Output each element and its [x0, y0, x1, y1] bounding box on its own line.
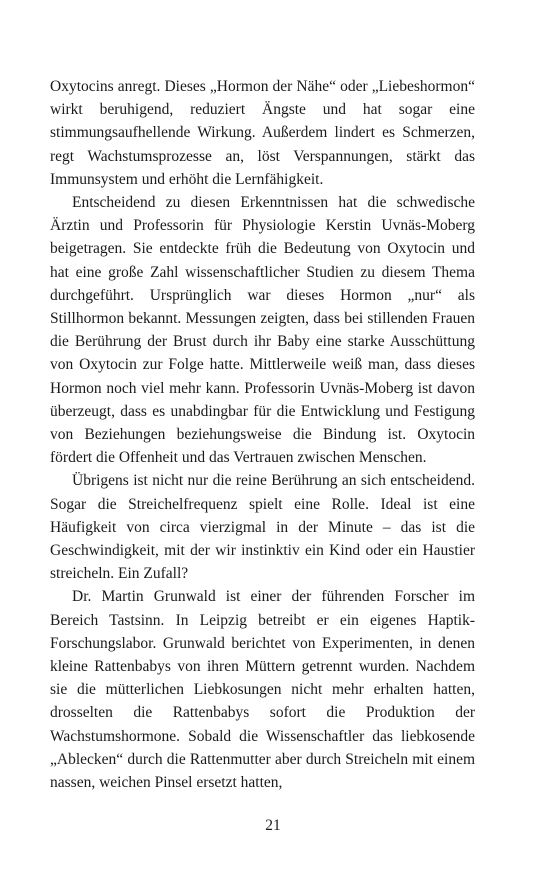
paragraph-2: Entscheidend zu diesen Erkenntnissen hat die schwedische Ärztin und Professorin für Physiologie Kerstin Uvnäs-Moberg beigetragen. Sie entdeckte früh die Bedeutung von Oxytocin und hat eine große Zahl wissenschaftlicher Studien zu diesem Thema durchgeführt. Ursprünglich war dieses Hormon „nur“ als Stillhormon bekannt. Messungen zeigten, dass bei stillenden Frauen die Berührung der Brust durch ihr Baby eine starke Ausschüttung von Oxytocin zur Folge hatte. Mittlerweile weiß man, dass dieses Hormon noch viel mehr kann. Professorin Uvnäs-Moberg ist davon überzeugt, dass es unabdingbar für die Entwicklung und Festigung von Beziehungen beziehungsweise die Bindung ist. Oxytocin fördert die Offenheit und das Vertrauen zwischen Menschen.: [50, 194, 475, 467]
page-body: [50, 75, 475, 794]
paragraph-4: Dr. Martin Grunwald ist einer der führenden Forscher im Bereich Tastsinn. In Leipzig betreibt er ein eigenes Haptik-Forschungslabor. Grunwald berichtet von Experimenten, in denen kleine Rattenbabys von ihren Müttern getrennt wurden. Nachdem sie die mütterlichen Liebkosungen nicht mehr erhalten hatten, drosselten die Rattenbabys sofort die Produktion der Wachstumshormone. Sobald die Wissenschaftler das liebkosende „Ablecken“ durch die Rattenmutter aber durch Streicheln mit einem nassen, weichen Pinsel ersetzt hatten,: [50, 588, 475, 792]
paragraph-3: Übrigens ist nicht nur die reine Berührung an sich entscheidend. Sogar die Streichelfrequenz spielt eine Rolle. Ideal ist eine Häufigkeit von circa vierzigmal in der Minute – das ist die Geschwindigkeit, mit der wir instinktiv ein Kind oder ein Haustier streicheln. Ein Zufall?: [50, 472, 475, 583]
page-number: 21: [265, 817, 281, 834]
paragraph-1: Oxytocins anregt. Dieses „Hormon der Nähe“ oder „Liebeshormon“ wirkt beruhigend, reduziert Ängste und hat sogar eine stimmungsaufhellende Wirkung. Außerdem lindert es Schmerzen, regt Wachstumsprozesse an, löst Verspannungen, stärkt das Immunsystem und erhöht die Lernfähigkeit.: [50, 78, 475, 188]
